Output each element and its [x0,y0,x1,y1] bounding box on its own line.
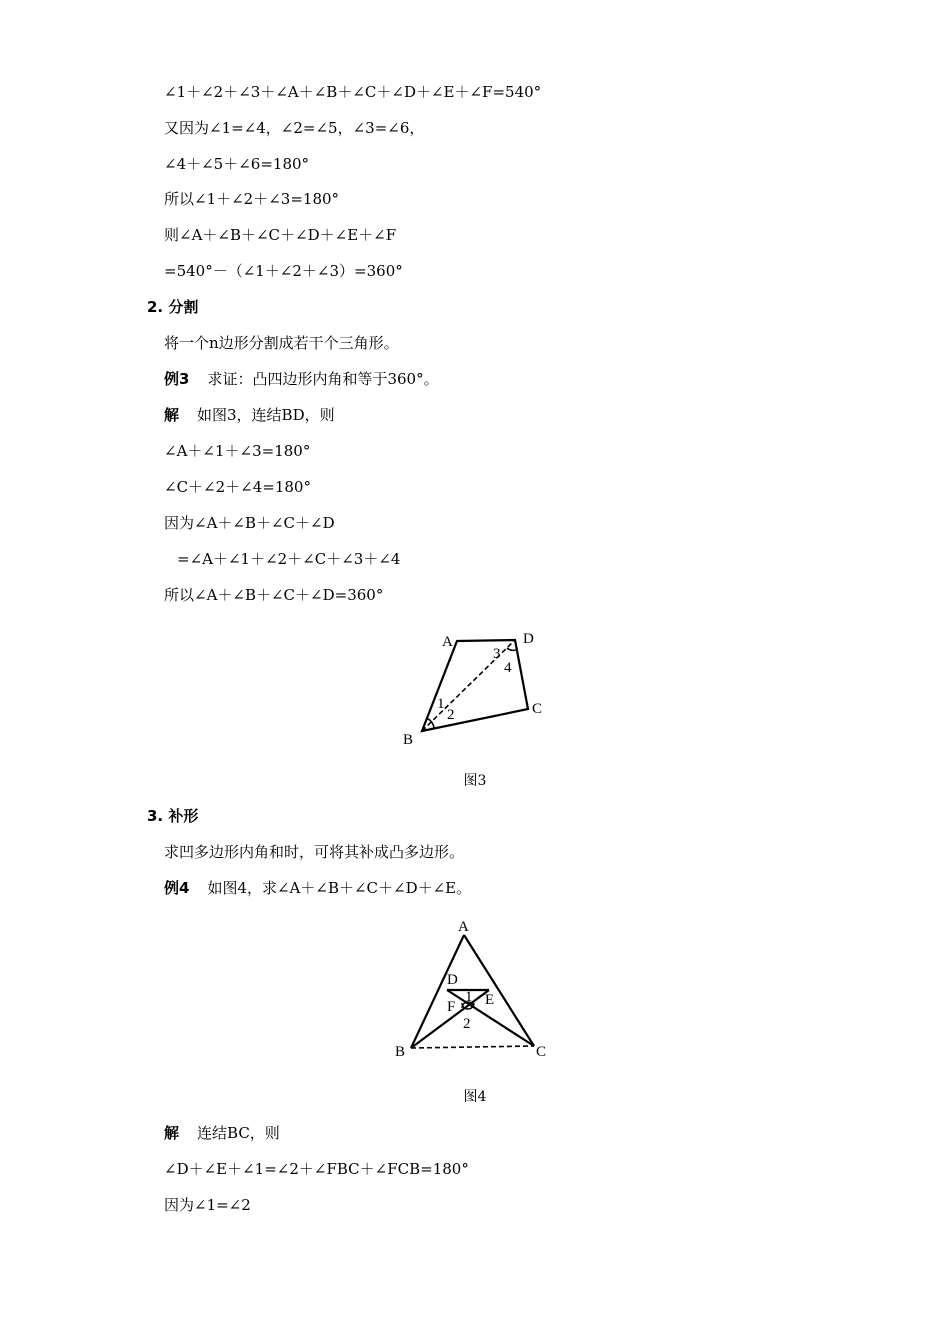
vertex-label-a: A [442,634,453,650]
vertex-label-f: F [447,999,456,1015]
angle-label-2: 2 [463,1016,471,1032]
solution-line [164,1123,280,1143]
vertex-label-c: C [536,1044,547,1060]
side-ab [411,935,464,1048]
example-text: 如图4，求∠A＋∠B＋∠C＋∠D＋∠E。 [207,879,472,897]
angle-label-1: 1 [465,989,473,1005]
solution-text: 连结BC，则 [197,1124,280,1142]
equation-line: 则∠A＋∠B＋∠C＋∠D＋∠E＋∠F [164,226,397,244]
angle-label-3: 3 [493,646,501,662]
section-intro: 求凹多边形内角和时，可将其补成凸多边形。 [164,843,465,861]
example-label: 例3 [164,370,190,388]
solution-line [164,405,335,425]
equation-line: ∠A＋∠1＋∠3=180° [164,442,311,460]
angle-arc-d [507,648,516,650]
solution-text: 如图3，连结BD，则 [197,406,335,424]
vertex-label-c: C [532,701,543,717]
section-heading-complement: 3. 补形 [147,807,199,825]
equation-line: ∠D＋∠E＋∠1=∠2＋∠FBC＋∠FCB=180° [164,1160,469,1178]
figure-3-caption: 图3 [463,773,487,789]
vertex-label-b: B [403,732,414,748]
angle-label-4: 4 [504,660,512,676]
solution-label: 解 [164,406,180,424]
equation-line: 所以∠1＋∠2＋∠3=180° [164,190,340,208]
equation-line: 所以∠A＋∠B＋∠C＋∠D=360° [164,586,384,604]
figure-4-concave-shape [385,912,565,1062]
quadrilateral-outline [422,640,528,731]
figure-4-caption: 图4 [463,1089,487,1105]
equation-line: ∠4＋∠5＋∠6=180° [164,155,310,173]
angle-label-1: 1 [437,696,445,712]
equation-line: 因为∠A＋∠B＋∠C＋∠D [164,514,335,532]
vertex-label-b: B [395,1044,406,1060]
example-label: 例4 [164,879,190,897]
angle-label-2: 2 [447,707,455,723]
example-line [164,878,471,898]
equation-line: =∠A＋∠1＋∠2＋∠C＋∠3＋∠4 [177,550,401,568]
example-line [164,369,439,389]
solution-label: 解 [164,1124,180,1142]
section-intro: 将一个n边形分割成若干个三角形。 [164,334,399,352]
dashed-bc [411,1046,534,1048]
section-heading-split: 2. 分割 [147,298,199,316]
vertex-label-e: E [485,992,495,1008]
diagonal-bd [422,640,515,731]
figure-3-quadrilateral [395,622,565,752]
equation-line: ∠1＋∠2＋∠3＋∠A＋∠B＋∠C＋∠D＋∠E＋∠F=540° [164,83,542,101]
example-text: 求证：凸四边形内角和等于360°。 [207,370,439,388]
vertex-label-d: D [523,631,534,647]
equation-line: ∠C＋∠2＋∠4=180° [164,478,311,496]
vertex-label-d: D [447,972,458,988]
vertex-label-a: A [458,919,469,935]
equation-line: =540°－（∠1＋∠2＋∠3）=360° [164,262,403,280]
equation-line: 又因为∠1=∠4，∠2=∠5，∠3=∠6， [164,119,425,137]
equation-line: 因为∠1=∠2 [164,1196,251,1214]
